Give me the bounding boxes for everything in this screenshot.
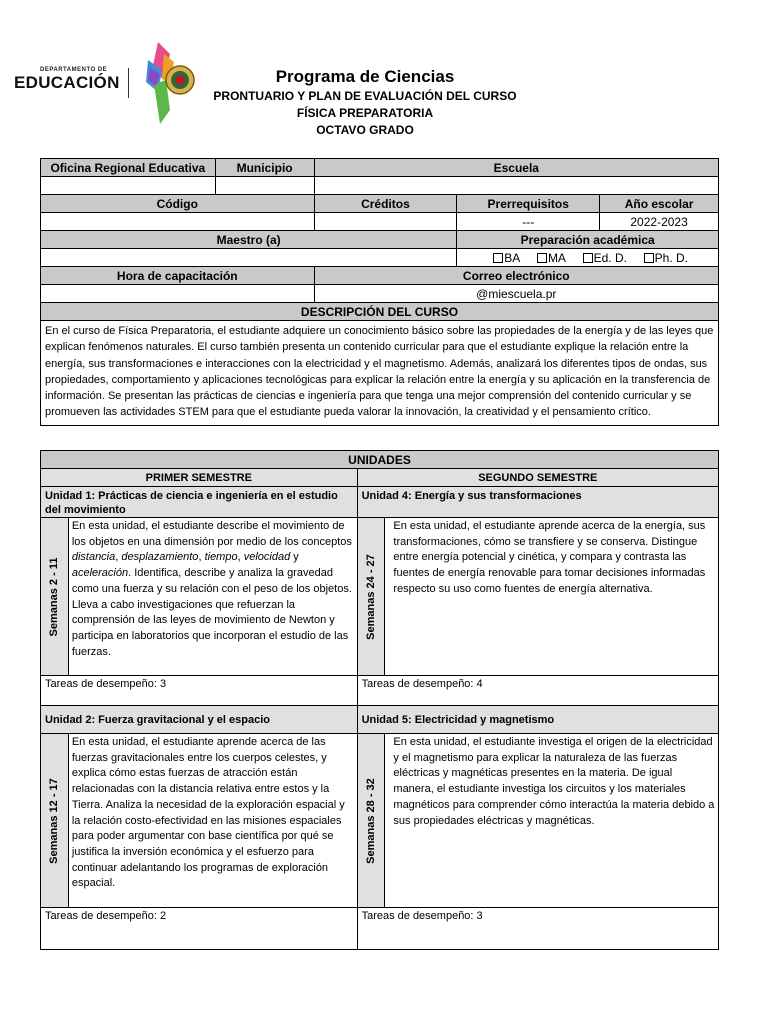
subtitle-grade: OCTAVO GRADO [316,123,414,137]
unidades-header: UNIDADES [41,451,719,469]
segundo-semestre-header: SEGUNDO SEMESTRE [357,469,718,487]
oficina-field[interactable] [41,177,216,195]
hora-header: Hora de capacitación [41,267,315,285]
unit5-tareas: Tareas de desempeño: 3 [357,908,718,950]
preparacion-options [457,249,719,267]
subtitle-course: FÍSICA PREPARATORIA [296,106,434,120]
document-title: Programa de Ciencias [275,67,455,86]
unit2-title: Unidad 2: Fuerza gravitacional y el espacio [41,706,358,734]
anio-escolar-field[interactable]: 2022-2023 [600,213,719,231]
codigo-field[interactable] [41,213,315,231]
subtitle-prontuario: PRONTUARIO Y PLAN DE EVALUACIÓN DEL CURSO [213,89,517,103]
descripcion-header: DESCRIPCIÓN DEL CURSO [41,303,719,321]
unit4-weeks [357,518,385,676]
unit1-weeks [41,518,69,676]
unit4-tareas: Tareas de desempeño: 4 [357,676,718,706]
checkbox-ba-label: BA [504,250,521,265]
unit2-weeks [41,734,69,908]
department-logo [14,40,204,126]
checkbox-icon [537,253,547,263]
creditos-header: Créditos [314,195,457,213]
logo-dept-big-text: EDUCACIÓN [14,73,120,92]
correo-header: Correo electrónico [314,267,718,285]
unidades-table [40,450,719,950]
maestro-field[interactable] [41,249,457,267]
municipio-field[interactable] [215,177,314,195]
checkbox-phd[interactable] [644,251,688,265]
checkbox-icon [644,253,654,263]
correo-field[interactable]: @miescuela.pr [314,285,718,303]
creditos-field[interactable] [314,213,457,231]
unit4-description: En esta unidad, el estudiante aprende acerca de la energía, sus transformaciones, cómo se transfiere y se conserva. Distingue entre energía potencial y cinética, y compara y contrasta las fuentes de energía renovable para tomar decisiones informadas respecto su uso como fuentes de energía alternativa. [385,518,719,676]
checkbox-ma-label: MA [547,250,566,265]
unit5-weeks-label: Semanas 28 - 32 [364,777,377,864]
checkbox-ma[interactable] [537,251,566,265]
oficina-header: Oficina Regional Educativa [41,159,216,177]
escuela-field[interactable] [314,177,718,195]
prerrequisitos-header: Prerrequisitos [457,195,600,213]
checkbox-ed[interactable] [583,251,627,265]
codigo-header: Código [41,195,315,213]
document-header [180,66,550,139]
unit1-weeks-label: Semanas 2 - 11 [48,557,61,636]
escuela-header: Escuela [314,159,718,177]
prerrequisitos-field[interactable]: --- [457,213,600,231]
primer-semestre-header: PRIMER SEMESTRE [41,469,358,487]
hora-field[interactable] [41,285,315,303]
unit2-tareas: Tareas de desempeño: 2 [41,908,358,950]
checkbox-icon [493,253,503,263]
unit5-weeks [357,734,385,908]
unit4-title: Unidad 4: Energía y sus transformaciones [357,487,718,518]
checkbox-ed-label: Ed. D. [593,250,627,265]
unit4-weeks-label: Semanas 24 - 27 [364,553,377,640]
unit1-title: Unidad 1: Prácticas de ciencia e ingeniería en el estudio del movimiento [41,487,358,518]
unit2-description: En esta unidad, el estudiante aprende acerca de las fuerzas gravitacionales entre los cuerpos celestes, y explica cómo estas fuerzas de atracción están relacionadas con la distancia relativa entre estos y la Tierra. Analiza la necesidad de la exploración espacial y la relación costo-efectividad en las misiones espaciales para poder argumentar con base científica por qué se justifica la inversión económica y el esfuerzo para continuar adelantando los programas de exploración espacial. [68,734,357,908]
unit5-title: Unidad 5: Electricidad y magnetismo [357,706,718,734]
unit1-tareas: Tareas de desempeño: 3 [41,676,358,706]
logo-separator [128,68,129,98]
checkbox-ba[interactable] [493,251,520,265]
course-info-table [40,158,719,426]
anio-escolar-header: Año escolar [600,195,719,213]
maestro-header: Maestro (a) [41,231,457,249]
descripcion-text: En el curso de Física Preparatoria, el estudiante adquiere un conocimiento básico sobre las propiedades de la energía y de las leyes que explican fenómenos naturales. El curso también presenta un contenido curricular para que el estudiante explique la relación entre la energía, sus transformaciones e interacciones con la electricidad y el magnetismo. Además, analizará los diferentes tipos de ondas, sus propiedades, comportamiento y aplicaciones tecnológicas para explicar la relación entre la energía y su aplicación en la transferencia de información. Se presentan las prácticas de ciencias e ingeniería para que tenga una mejor comprensión del contenido curricular y se promueven las actividades STEM para que el estudiante pueda valorar la innovación, la creatividad y el pensamiento crítico. [41,321,719,426]
municipio-header: Municipio [215,159,314,177]
checkbox-icon [583,253,593,263]
unit5-description: En esta unidad, el estudiante investiga el origen de la electricidad y el magnetismo para explicar la naturaleza de las fuerzas eléctricas y magnéticas presentes en la materia. De igual manera, el estudiante investiga los circuitos y los materiales magnéticos para comprender cómo interactúa la materia debido a sus propiedades eléctricas y magnéticas. [385,734,719,908]
checkbox-phd-label: Ph. D. [654,250,688,265]
preparacion-header: Preparación académica [457,231,719,249]
unit1-description: En esta unidad, el estudiante describe el movimiento de los objetos en una dimensión por medio de los conceptos distancia, desplazamiento, tiempo, velocidad y aceleración. Identifica, describe y analiza la gravedad como una fuerza y su relación con el peso de los objetos. Lleva a cabo investigaciones que refuerzan la comprensión de las leyes de movimiento de Newton y participa en laboratorios que incorporan el estudio de las fuerzas. [68,518,357,676]
unit2-weeks-label: Semanas 12 - 17 [48,777,61,864]
logo-dept-small-text: DEPARTAMENTO DE [40,67,108,73]
